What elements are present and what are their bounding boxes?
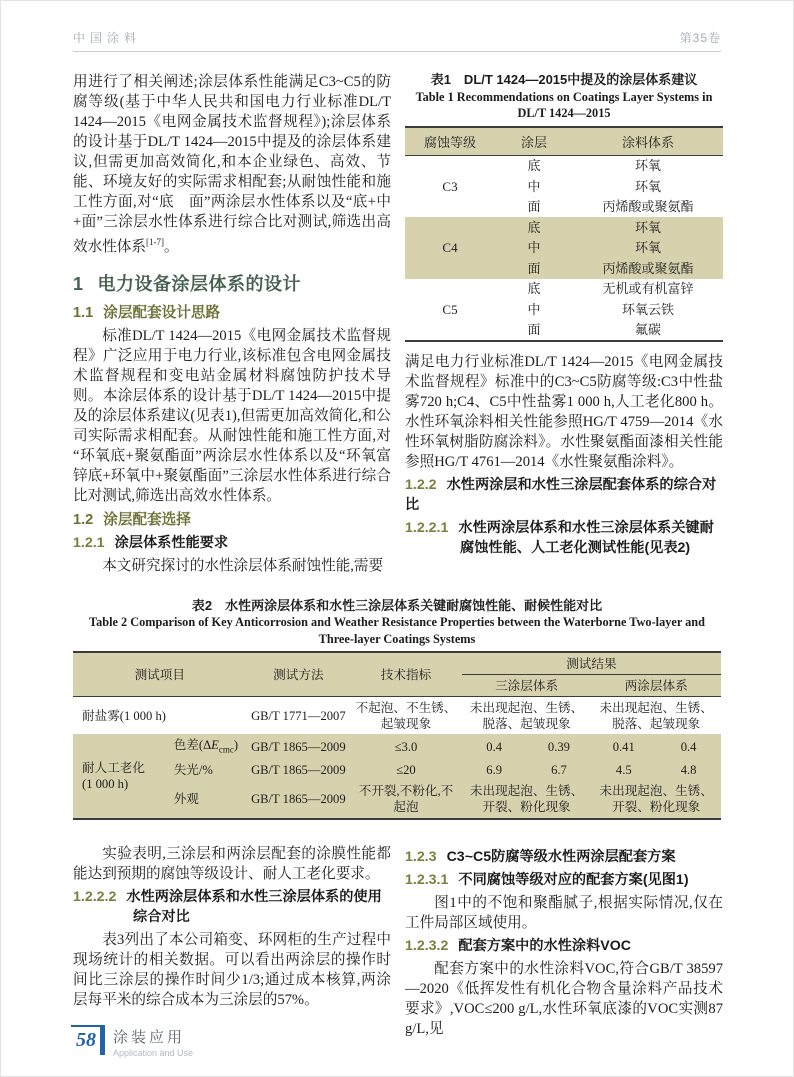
table1 xyxy=(405,126,723,343)
section-1-2-1-paragraph-left: 本文研究探讨的水性涂层体系耐蚀性能,需要 xyxy=(102,557,384,574)
aging-label-line1: 耐人工老化 xyxy=(82,761,145,776)
section-1-2-1-title: 涂层体系性能要求 xyxy=(114,534,229,551)
method-cell: GB/T 1865—2009 xyxy=(247,760,351,781)
section-1-2-1-paragraph-right: 满足电力行业标准DL/T 1424—2015《电网金属技术监督规程》标准中的C3~C5防腐等级:C3中性盐雾720 h;C4、C5中性盐雾1 000 h,人工老化800 h。水性环氧涂料相关性能参照HG/T 4759—2014《水性环氧树脂防腐涂料》。水性聚氨酯面漆相关性能参照HG/T 4761—2014《水性聚氨酯涂料》。 xyxy=(405,354,723,470)
system-cell: 环氧 xyxy=(573,217,723,238)
system-cell: 丙烯酸或聚氨酯 xyxy=(573,258,723,279)
table2-section xyxy=(73,598,721,820)
section-1-2-2-2-number: 1.2.2.2 xyxy=(73,888,117,905)
table-row xyxy=(405,217,723,238)
section-1-2-3-2-title: 配套方案中的水性涂料VOC xyxy=(458,937,632,954)
grade-cell: C3 xyxy=(442,178,458,194)
three-layer-value-b: 6.7 xyxy=(527,760,592,781)
table3-paragraph: 表3列出了本公司箱变、环网柜的生产过程中现场统计的相关数据。可以看出两涂层的操作时间比三涂层的操作时间少1/3;通过成本核算,两涂层每平米的综合成本为三涂层的57%。 xyxy=(73,931,391,1008)
left-column xyxy=(73,72,391,576)
three-layer-value-a: 0.4 xyxy=(462,734,527,760)
section-1-1-number: 1.1 xyxy=(73,304,94,321)
running-header xyxy=(73,29,721,52)
table2-row-salt-spray xyxy=(73,697,721,735)
footer-section-zh: 涂装应用 xyxy=(113,1029,186,1046)
section-1-2-2-2-title: 水性两涂层体系和水性三涂层体系的使用综合对比 xyxy=(126,888,382,925)
bottom-right-column xyxy=(405,844,723,1039)
table2-row-appearance xyxy=(73,781,721,819)
spec-cell: ≤3.0 xyxy=(350,734,462,760)
two-layer-value-a: 0.41 xyxy=(591,734,656,760)
section-1-2-2-number: 1.2.2 xyxy=(405,477,437,493)
section-1-2-1-number: 1.2.1 xyxy=(73,534,105,551)
section-1-2-3-heading xyxy=(405,847,723,867)
table1-header-layer: 涂层 xyxy=(495,127,573,156)
table2-header-result: 测试结果 xyxy=(462,652,721,675)
table1-caption-en2: DL/T 1424—2015 xyxy=(517,106,611,120)
intro-paragraph xyxy=(73,72,391,257)
table1-caption-zh: 表1 DL/T 1424—2015中提及的涂层体系建议 xyxy=(430,72,698,87)
three-layer-result-cell: 未出现起泡、生锈、开裂、粉化现象 xyxy=(462,781,592,819)
section-1-2-title: 涂层配套选择 xyxy=(103,511,191,528)
table-row xyxy=(405,279,723,300)
table2-header-two-layer: 两涂层体系 xyxy=(591,675,721,697)
grade-cell: C4 xyxy=(405,217,495,279)
layer-cell: 中 xyxy=(527,301,541,317)
table2-header xyxy=(73,652,721,697)
section-1-2-heading xyxy=(73,510,391,530)
two-layer-value-a: 4.5 xyxy=(591,760,656,781)
page-footer xyxy=(71,1025,193,1058)
section-1-number: 1 xyxy=(73,273,84,294)
table1-caption-en1: Table 1 Recommendations on Coatings Layer Systems in xyxy=(415,89,713,104)
table2-header-item: 测试项目 xyxy=(73,652,247,697)
method-cell: GB/T 1865—2009 xyxy=(247,734,351,760)
table1-header-system: 涂料体系 xyxy=(573,127,723,156)
table2-row-gloss-loss xyxy=(73,760,721,781)
table1-header-grade: 腐蚀等级 xyxy=(405,127,495,156)
method-cell: GB/T 1865—2009 xyxy=(247,781,351,819)
aging-item-cell xyxy=(73,734,165,819)
table2 xyxy=(73,651,721,820)
two-layer-value-b: 0.4 xyxy=(656,734,721,760)
section-1-2-3-number: 1.2.3 xyxy=(405,848,437,865)
table1-group-c4 xyxy=(405,217,723,279)
table2-caption xyxy=(73,598,721,648)
section-1-2-1-heading xyxy=(73,533,391,553)
page-number: 58 xyxy=(71,1025,105,1055)
sub-item-cell: 外观 xyxy=(165,781,247,819)
sub-item-cell: 失光/% xyxy=(165,760,247,781)
top-columns xyxy=(73,72,721,576)
right-column xyxy=(405,72,723,576)
method-cell: GB/T 1771—2007 xyxy=(251,708,346,723)
spec-cell: 不起泡、不生锈、起皱现象 xyxy=(355,700,457,731)
section-1-2-2-1-number: 1.2.2.1 xyxy=(405,520,449,536)
three-layer-result-cell: 未出现起泡、生锈、脱落、起皱现象 xyxy=(469,700,584,731)
section-1-2-3-1-number: 1.2.3.1 xyxy=(405,871,449,888)
table1-group-c3 xyxy=(405,155,723,217)
three-layer-value-a: 6.9 xyxy=(462,760,527,781)
two-layer-result-cell: 未出现起泡、生锈、开裂、粉化现象 xyxy=(591,781,721,819)
system-cell: 环氧 xyxy=(634,178,661,194)
system-cell: 无机或有机富锌 xyxy=(602,281,694,296)
system-cell: 环氧云铁 xyxy=(621,301,674,317)
section-1-2-3-1-heading xyxy=(405,870,723,890)
sub-item-suffix: ) xyxy=(233,737,239,752)
figure1-paragraph: 图1中的不饱和聚酯腻子,根据实际情况,仅在工件局部区域使用。 xyxy=(405,894,723,931)
section-1-1-paragraph: 标准DL/T 1424—2015《电网金属技术监督规程》广泛应用于电力行业,该标准包含电网金属技术监督规程和变电站金属材料腐蚀防护技术导则。本涂层体系的设计基于DL/T 1424—2015中提及的涂层体系建议(见表1),但需更加高效简化,和公司实际需求相配套。从耐蚀性能和施工性方面,对“环氧底+聚氨酯面”两涂层水性体系以及“环氧富锌底+环氧中+聚氨酯面”三涂层水性体系进行综合比对测试,筛选出高效水性体系。 xyxy=(73,327,391,504)
layer-cell: 中 xyxy=(527,178,541,194)
section-1-2-2-2-heading xyxy=(73,887,391,927)
spec-cell: 不开裂,不粉化,不起泡 xyxy=(350,781,462,819)
layer-cell: 中 xyxy=(495,238,573,259)
table2-header-three-layer: 三涂层体系 xyxy=(462,675,592,697)
section-1-2-3-2-number: 1.2.3.2 xyxy=(405,937,449,954)
footer-section xyxy=(113,1025,193,1058)
table2-row-color-difference xyxy=(73,734,721,760)
footer-section-en: Application and Use xyxy=(113,1048,194,1058)
section-1-2-2-heading xyxy=(405,475,723,515)
layer-cell: 底 xyxy=(495,217,573,238)
test-item-cell: 耐盐雾(1 000 h) xyxy=(82,708,166,723)
section-1-2-3-2-heading xyxy=(405,936,723,956)
delta-e-subscript: cmc xyxy=(218,744,234,755)
section-1-1-heading xyxy=(73,303,391,323)
volume-label: 第35卷 xyxy=(679,31,721,45)
section-1-2-3-1-title: 不同腐蚀等级对应的配套方案(见图1) xyxy=(458,871,689,888)
layer-cell: 面 xyxy=(527,199,541,214)
delta-e-variable: E xyxy=(211,737,219,752)
system-cell: 氟碳 xyxy=(634,322,661,337)
system-cell: 环氧 xyxy=(573,238,723,259)
layer-cell: 底 xyxy=(527,281,541,296)
section-1-heading xyxy=(73,270,391,296)
table1-caption xyxy=(405,72,723,122)
bottom-left-column xyxy=(73,844,391,1039)
system-cell: 环氧 xyxy=(634,158,661,173)
voc-paragraph: 配套方案中的水性涂料VOC,符合GB/T 38597—2020《低挥发性有机化合物含量涂料产品技术要求》,VOC≤200 g/L,水性环氧底漆的VOC实测87 g/L,见 xyxy=(405,960,723,1037)
experiment-paragraph: 实验表明,三涂层和两涂层配套的涂膜性能都能达到预期的腐蚀等级设计、耐人工老化要求。 xyxy=(73,845,391,882)
section-1-2-number: 1.2 xyxy=(73,511,94,528)
table1-header-row xyxy=(405,127,723,156)
section-1-2-3-title: C3~C5防腐等级水性两涂层配套方案 xyxy=(446,848,676,865)
table1-group-c5 xyxy=(405,279,723,342)
intro-text: 用进行了相关阐述;涂层体系性能满足C3~C5的防腐等级(基于中华人民共和国电力行业标准DL/T 1424—2015《电网金属技术监督规程》);涂层体系的设计基于DL/T 1424—2015中提及的涂层体系建议,但需更加高效简化,和本企业绿色、高效、节能、环境友好的实际需求相配套;从耐蚀性能和施工性方面,对“底 面”两涂层水性体系以及“底+中+面”三涂层水性体系进行综合比对测试,筛选出高效水性体系 xyxy=(73,74,391,255)
layer-cell: 面 xyxy=(527,322,541,337)
sub-item-cell xyxy=(165,734,247,760)
layer-cell: 底 xyxy=(527,158,541,173)
journal-name: 中国涂料 xyxy=(73,31,142,45)
citation-superscript: [1-7] xyxy=(145,237,164,247)
system-cell: 丙烯酸或聚氨酯 xyxy=(602,199,694,214)
table2-caption-en2: Three-layer Coatings Systems xyxy=(318,631,476,646)
section-1-1-title: 涂层配套设计思路 xyxy=(103,304,221,321)
sub-item-prefix: 色差(Δ xyxy=(173,737,212,752)
section-1-2-2-1-title: 水性两涂层体系和水性三涂层体系关键耐腐蚀性能、人工老化测试性能(见表2) xyxy=(458,520,714,556)
two-layer-value-b: 4.8 xyxy=(656,760,721,781)
grade-cell: C5 xyxy=(442,301,458,317)
table2-header-method: 测试方法 xyxy=(247,652,351,697)
two-layer-result-cell: 未出现起泡、生锈、脱落、起皱现象 xyxy=(599,700,713,731)
table-row xyxy=(405,155,723,176)
table2-caption-zh: 表2 水性两涂层体系和水性三涂层体系关键耐腐蚀性能、耐候性能对比 xyxy=(191,597,603,613)
section-1-2-2-1-heading xyxy=(405,518,723,558)
spec-cell: ≤20 xyxy=(350,760,462,781)
table2-caption-en1: Table 2 Comparison of Key Anticorrosion and Weather Resistance Properties between the Waterborne Two-layer and xyxy=(89,615,705,630)
layer-cell: 面 xyxy=(495,258,573,279)
table2-header-spec: 技术指标 xyxy=(350,652,462,697)
intro-period: 。 xyxy=(163,238,179,255)
section-1-title: 电力设备涂层体系的设计 xyxy=(97,273,302,294)
aging-label-line2: (1 000 h) xyxy=(82,777,129,792)
bottom-columns xyxy=(73,844,721,1039)
section-1-2-2-title: 水性两涂层和水性三涂层配套体系的综合对比 xyxy=(405,477,717,513)
three-layer-value-b: 0.39 xyxy=(527,734,592,760)
